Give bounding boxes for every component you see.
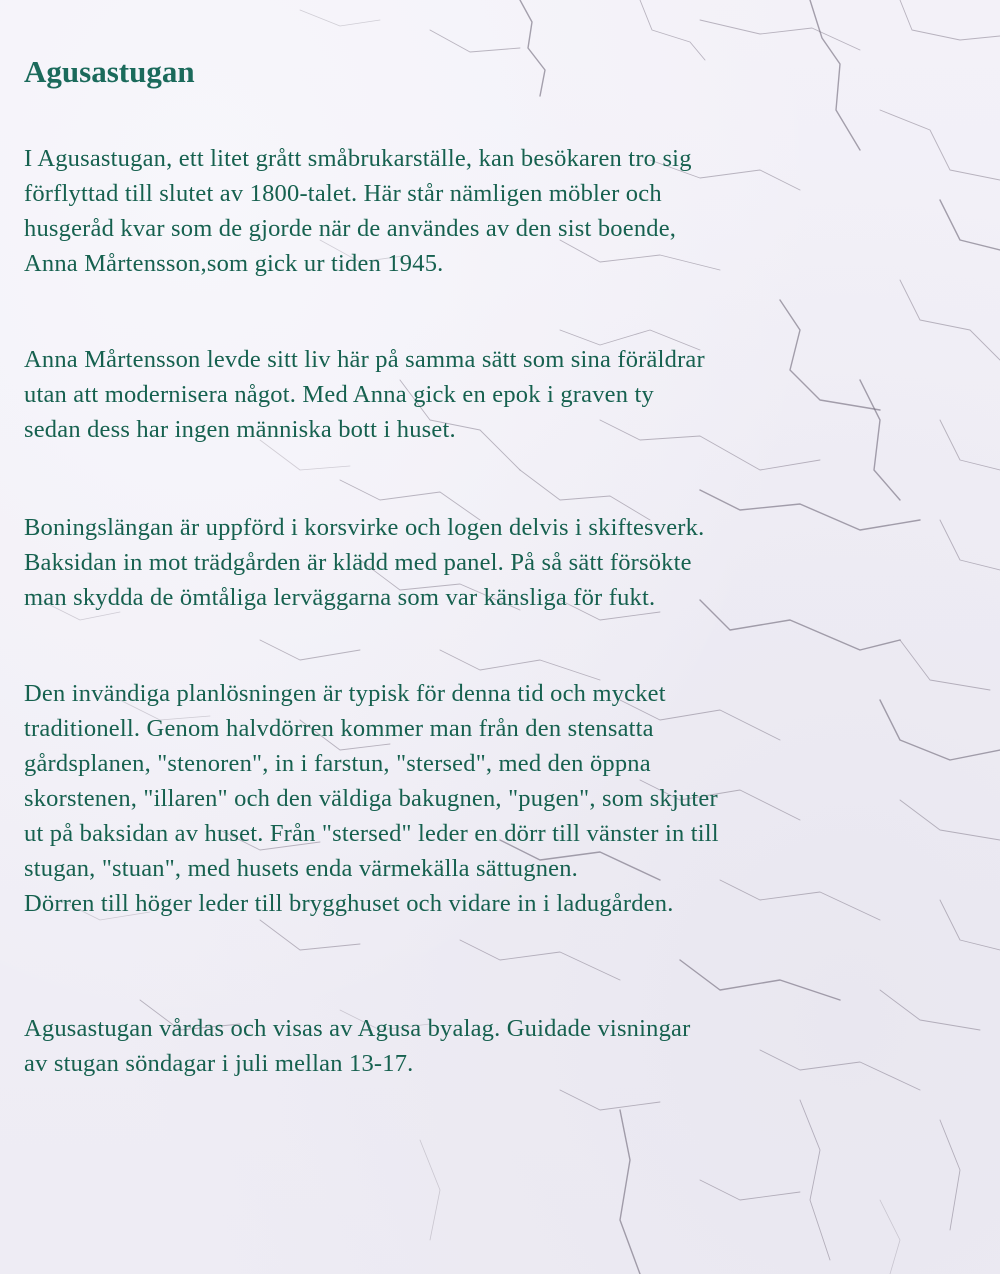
text-line: förflyttad till slutet av 1800-talet. Här står nämligen möbler och <box>24 180 662 207</box>
text-line: gårdsplanen, "stenoren", in i farstun, "stersed", med den öppna <box>24 750 651 777</box>
text-line: man skydda de ömtåliga lerväggarna som var känsliga för fukt. <box>24 584 656 611</box>
text-line: Dörren till höger leder till brygghuset och vidare in i ladugården. <box>24 890 674 917</box>
text-line: Baksidan in mot trädgården är klädd med panel. På så sätt försökte <box>24 549 692 576</box>
paragraph-construction <box>24 510 704 615</box>
text-line: sedan dess har ingen människa bott i huset. <box>24 416 456 443</box>
text-line: Agusastugan vårdas och visas av Agusa byalag. Guidade visningar <box>24 1015 691 1042</box>
text-line: husgeråd kvar som de gjorde när de användes av den sist boende, <box>24 215 677 242</box>
text-line: stugan, "stuan", med husets enda värmekälla sättugnen. <box>24 855 579 882</box>
paragraph-intro <box>24 141 692 281</box>
paragraph-visiting <box>24 1011 690 1081</box>
text-line: Boningslängan är uppförd i korsvirke och logen delvis i skiftesverk. <box>24 514 705 541</box>
paragraph-floorplan <box>24 676 719 921</box>
text-line: I Agusastugan, ett litet grått småbrukarställe, kan besökaren tro sig <box>24 145 692 172</box>
page-title: Agusastugan <box>24 54 195 89</box>
text-line: Anna Mårtensson levde sitt liv här på samma sätt som sina föräldrar <box>24 346 705 373</box>
text-line: Den invändiga planlösningen är typisk för denna tid och mycket <box>24 680 666 707</box>
text-line: ut på baksidan av huset. Från "stersed" leder en dörr till vänster in till <box>24 820 719 847</box>
text-line: traditionell. Genom halvdörren kommer man från den stensatta <box>24 715 654 742</box>
text-line: skorstenen, "illaren" och den väldiga bakugnen, "pugen", som skjuter <box>24 785 718 812</box>
text-line: utan att modernisera något. Med Anna gick en epok i graven ty <box>24 381 654 408</box>
paragraph-anna <box>24 342 705 447</box>
text-line: Anna Mårtensson,som gick ur tiden 1945. <box>24 250 444 277</box>
text-line: av stugan söndagar i juli mellan 13-17. <box>24 1050 414 1077</box>
